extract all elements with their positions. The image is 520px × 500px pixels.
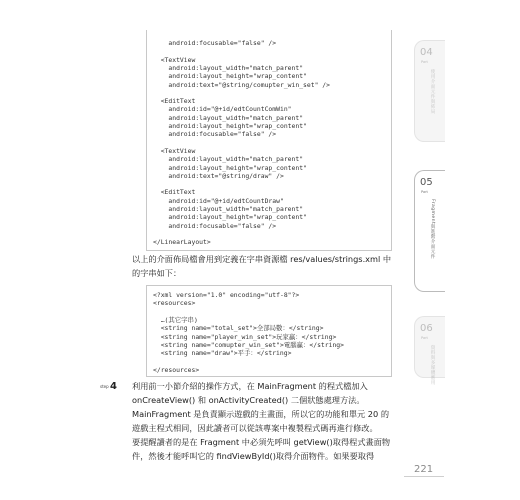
code-block-layout-xml <box>146 30 392 251</box>
code-line: <string name="player_win_set">玩家贏：</string> <box>153 332 337 341</box>
code-line: <string name="comupter_win_set">電腦贏：</string> <box>153 340 345 349</box>
code-line: <string name="draw">平手：</string> <box>153 349 292 358</box>
intro-text-line-2: 的字串如下： <box>132 268 182 278</box>
code-line: …(其它字串) <box>153 315 198 324</box>
code-line: android:layout_width="match_parent" <box>153 113 304 122</box>
tab-number: 06 <box>420 323 433 334</box>
code-line: android:focusable="false" /> <box>153 39 277 47</box>
tab-number: 05 <box>420 177 433 188</box>
tab-title: 資料與多媒體應用 <box>430 345 435 385</box>
code-block-strings-xml <box>146 285 392 377</box>
code-line: <string name="total_set">全部局數：</string> <box>153 324 324 333</box>
code-line: android:id="@+id/edtCountComWin" <box>153 105 292 114</box>
code-line: </resources> <box>153 365 200 374</box>
code-line: <?xml version="1.0" encoding="utf-8"?> <box>153 291 300 299</box>
code-line: <TextView <box>153 55 196 64</box>
code-line: android:focusable="false" /> <box>153 130 277 139</box>
tab-number: 04 <box>420 47 433 58</box>
code-line: <TextView <box>153 146 196 155</box>
code-line: android:layout_width="match_parent" <box>153 155 304 164</box>
sidebar-tab-part-05[interactable] <box>414 170 445 292</box>
sidebar-tab-part-04[interactable] <box>414 40 445 142</box>
code-line: android:text="@string/draw" /> <box>153 171 284 180</box>
code-line: android:text="@string/comupter_win_set" /> <box>153 80 330 89</box>
sidebar-tab-part-06[interactable] <box>414 316 445 385</box>
code-line: android:layout_width="match_parent" <box>153 205 304 213</box>
tab-title: Fragment與進階介面元件 <box>430 199 435 260</box>
code-line: android:focusable="false" /> <box>153 221 277 230</box>
tab-part-label: Part <box>421 336 428 340</box>
code-line: android:layout_height="wrap_content" <box>153 72 307 81</box>
step-text-line-3: MainFragment 是負責顯示遊戲的主畫面，所以它的功能和單元 20 的 <box>132 409 390 419</box>
code-line: <EditText <box>153 97 196 106</box>
step-number: 4 <box>110 381 117 392</box>
page-number: 221 <box>414 464 434 475</box>
code-line: <resources> <box>153 299 196 308</box>
step-text-line-2: onCreateView() 和 onActivityCreated() 二個狀態處理方法。 <box>132 395 365 405</box>
tab-part-label: Part <box>421 60 428 64</box>
tab-part-label: Part <box>421 190 428 194</box>
code-line: android:layout_height="wrap_content" <box>153 213 307 222</box>
tab-title: 使用介面元件與佈局 <box>430 69 435 114</box>
code-line: android:id="@+id/edtCountDraw" <box>153 196 284 205</box>
step-text-line-5: 要提醒讀者的是在 Fragment 中必須先呼叫 getView()取得程式畫面物 <box>132 437 391 447</box>
step-prefix-label: step <box>100 384 109 389</box>
page-number-rule <box>404 476 444 477</box>
code-line: android:layout_height="wrap_content" <box>153 163 307 172</box>
code-line: </LinearLayout> <box>153 238 211 247</box>
step-text-line-4: 遊戲主程式相同，因此讀者可以從該專案中複製程式碼再進行修改。 <box>132 423 378 433</box>
code-line: android:layout_height="wrap_content" <box>153 122 307 130</box>
step-text-line-6: 件，然後才能呼叫它的 findViewById()取得介面物件。如果要取得 <box>132 451 375 461</box>
step-text-line-1: 利用前一小節介紹的操作方式，在 MainFragment 的程式檔加入 <box>132 381 368 391</box>
code-line: android:layout_width="match_parent" <box>153 63 304 72</box>
intro-text-line-1: 以上的介面佈局檔會用到定義在字串資源檔 res/values/strings.xml 中 <box>132 254 392 264</box>
code-line: <EditText <box>153 188 196 197</box>
